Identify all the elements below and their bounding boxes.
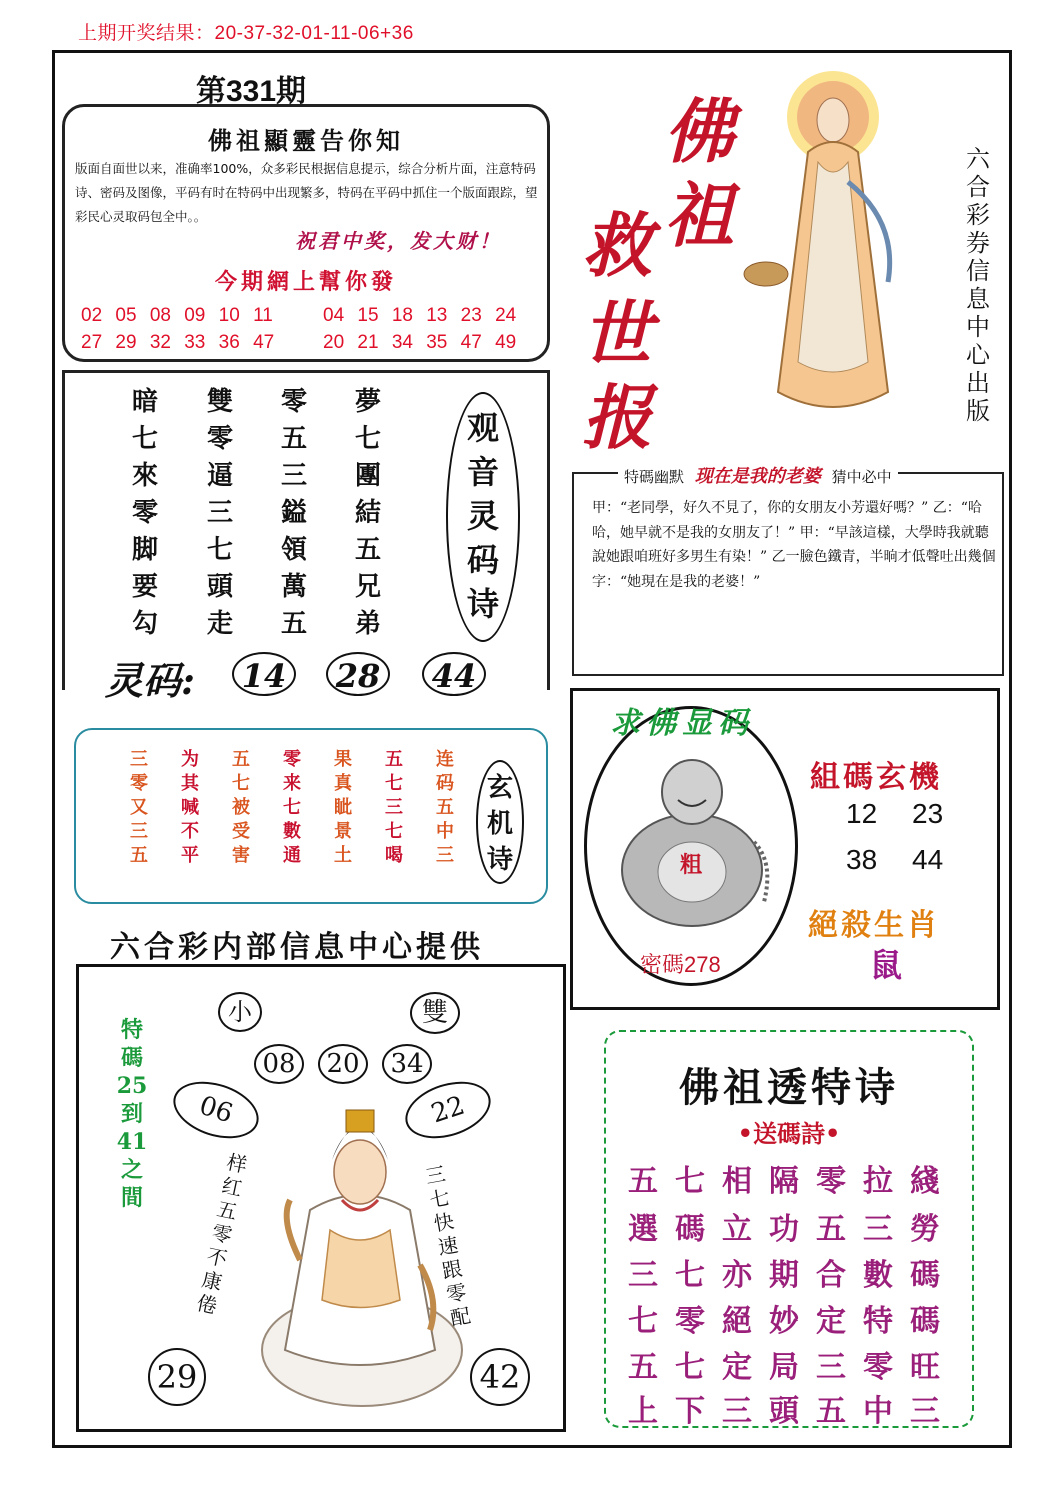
intro-box [62,104,550,362]
xuanji-col-7: 连码五中三 [436,749,454,866]
poem-col-4: 夢七團結五兄弟 [354,387,381,639]
guanyin-figure-image [250,1100,470,1420]
poem-col-2: 雙零逼三七頭走 [206,387,233,639]
xuanji-col-6: 五七三七喝 [385,749,403,866]
group-num-2: 23 [912,798,944,829]
poem-row-4: 七零絕妙定特碼 [628,1304,957,1339]
xuanji-col-1: 三零又三五 [130,749,148,866]
poem-oval-text: 观音灵码诗 [466,409,499,623]
bottom-left-num: 29 [148,1348,206,1406]
lingma-label: 灵码: [105,658,196,703]
poem-oval [446,392,520,642]
laughing-buddha-image [604,752,780,932]
special-range: 特碼25到41之間 [116,1017,148,1211]
wish-text: 祝君中奖，发大财！ [295,229,502,253]
top-num-1: 08 [254,1044,304,1084]
right-verse: 三七快速跟零配 [423,1161,473,1331]
poem-row-2: 選碼立功五三勞 [628,1212,957,1247]
top-num-3: 34 [382,1044,432,1084]
secret-code: 密碼278 [640,952,721,977]
nums-row1-a: 02 05 08 09 10 11 [81,305,273,326]
double-circle: 雙 [410,992,460,1034]
xuanji-col-3: 五七被受害 [232,749,250,866]
joke-header-a: 特碼幽默 [624,468,685,486]
left-verse: 样红五零不康倦 [194,1149,250,1319]
xuanji-oval-text: 玄机诗 [486,773,513,875]
xuanji-col-2: 为其喊不平 [181,749,199,866]
lingma-num-2: 28 [326,652,390,696]
special-poem-box [604,1030,974,1428]
kill-value: 鼠 [870,946,903,984]
right-oval-num: 22 [398,1072,498,1149]
nums-row1-b: 04 15 18 13 23 24 [323,305,517,326]
poem-col-1: 暗七來零脚要勾 [131,387,158,639]
provider-line: 六合彩内部信息中心提供 [110,930,484,965]
intro-title: 佛祖顯靈告你知 [208,126,404,155]
poem-row-6: 上下三頭五中三 [628,1394,957,1429]
joke-header-title: 现在是我的老婆 [694,466,821,487]
special-poem-sub: •送碼詩• [737,1119,841,1148]
top-num-2: 20 [318,1044,368,1084]
buddha-center-char: 粗 [680,852,703,878]
nums-row2-b: 20 21 34 35 47 49 [323,332,517,353]
xuanji-col-5: 果真眦景土 [334,749,352,866]
xuanji-oval [476,760,524,884]
title-char-1: 佛 [664,90,734,173]
intro-body: 版面自面世以来，准确率100%，众多彩民根据信息提示，综合分析片面，注意特码诗、密码及图像，平码有时在特码中出现繁多，特码在平码中抓住一个版面跟踪，望彩民心灵取码包全中。。 [75,161,538,224]
xuanji-col-4: 零来七數通 [283,749,301,866]
joke-box [572,466,1004,676]
group-num-1: 12 [846,798,878,829]
title-char-4: 世 [582,292,652,375]
joke-header-b: 猜中必中 [831,468,892,486]
group-num-4: 44 [912,844,944,875]
kill-title: 絕殺生肖 [808,908,940,943]
poem-col-3: 零五三鎰領萬五 [280,387,307,639]
group-num-3: 38 [846,844,878,875]
title-char-5: 报 [582,376,652,459]
publisher-vertical: 六合彩券信息中心出版 [966,145,990,425]
issue-number: 第331期 [196,75,307,108]
joke-body: 甲：“老同學，好久不見了，你的女朋友小芳還好嗎？” 乙：“哈哈，她早就不是我的女朋友了！” 甲：“早該這樣，大學時我就聽說她跟咱班好多男生有染！” 乙一臉色鐵青，半晌才低聲吐出幾個字：“她現在是我的老婆！” [592,500,996,590]
poem-row-3: 三七亦期合數碼 [628,1258,957,1293]
bottom-right-num: 42 [470,1348,530,1406]
help-title: 今期網上幫你發 [214,269,397,295]
nums-row2-a: 27 29 32 33 36 47 [81,332,275,353]
special-poem-title: 佛祖透特诗 [679,1064,899,1111]
guanyin-standing-image [738,62,948,432]
small-circle: 小 [218,992,262,1032]
title-char-2: 祖 [664,174,734,257]
title-char-3: 救 [582,204,652,287]
poem-row-5: 五七定局三零旺 [628,1350,957,1385]
lingma-num-3: 44 [422,652,486,696]
last-result: 上期开奖结果：20-37-32-01-11-06+36 [78,23,414,44]
joke-header [618,462,898,488]
group-title: 組碼玄機 [810,760,942,795]
lingma-num-1: 14 [232,652,296,696]
left-oval-num: 06 [166,1072,266,1149]
buddha-arc-title: 求佛显码 [610,706,754,741]
poem-row-1: 五七相隔零拉綫 [628,1164,957,1199]
